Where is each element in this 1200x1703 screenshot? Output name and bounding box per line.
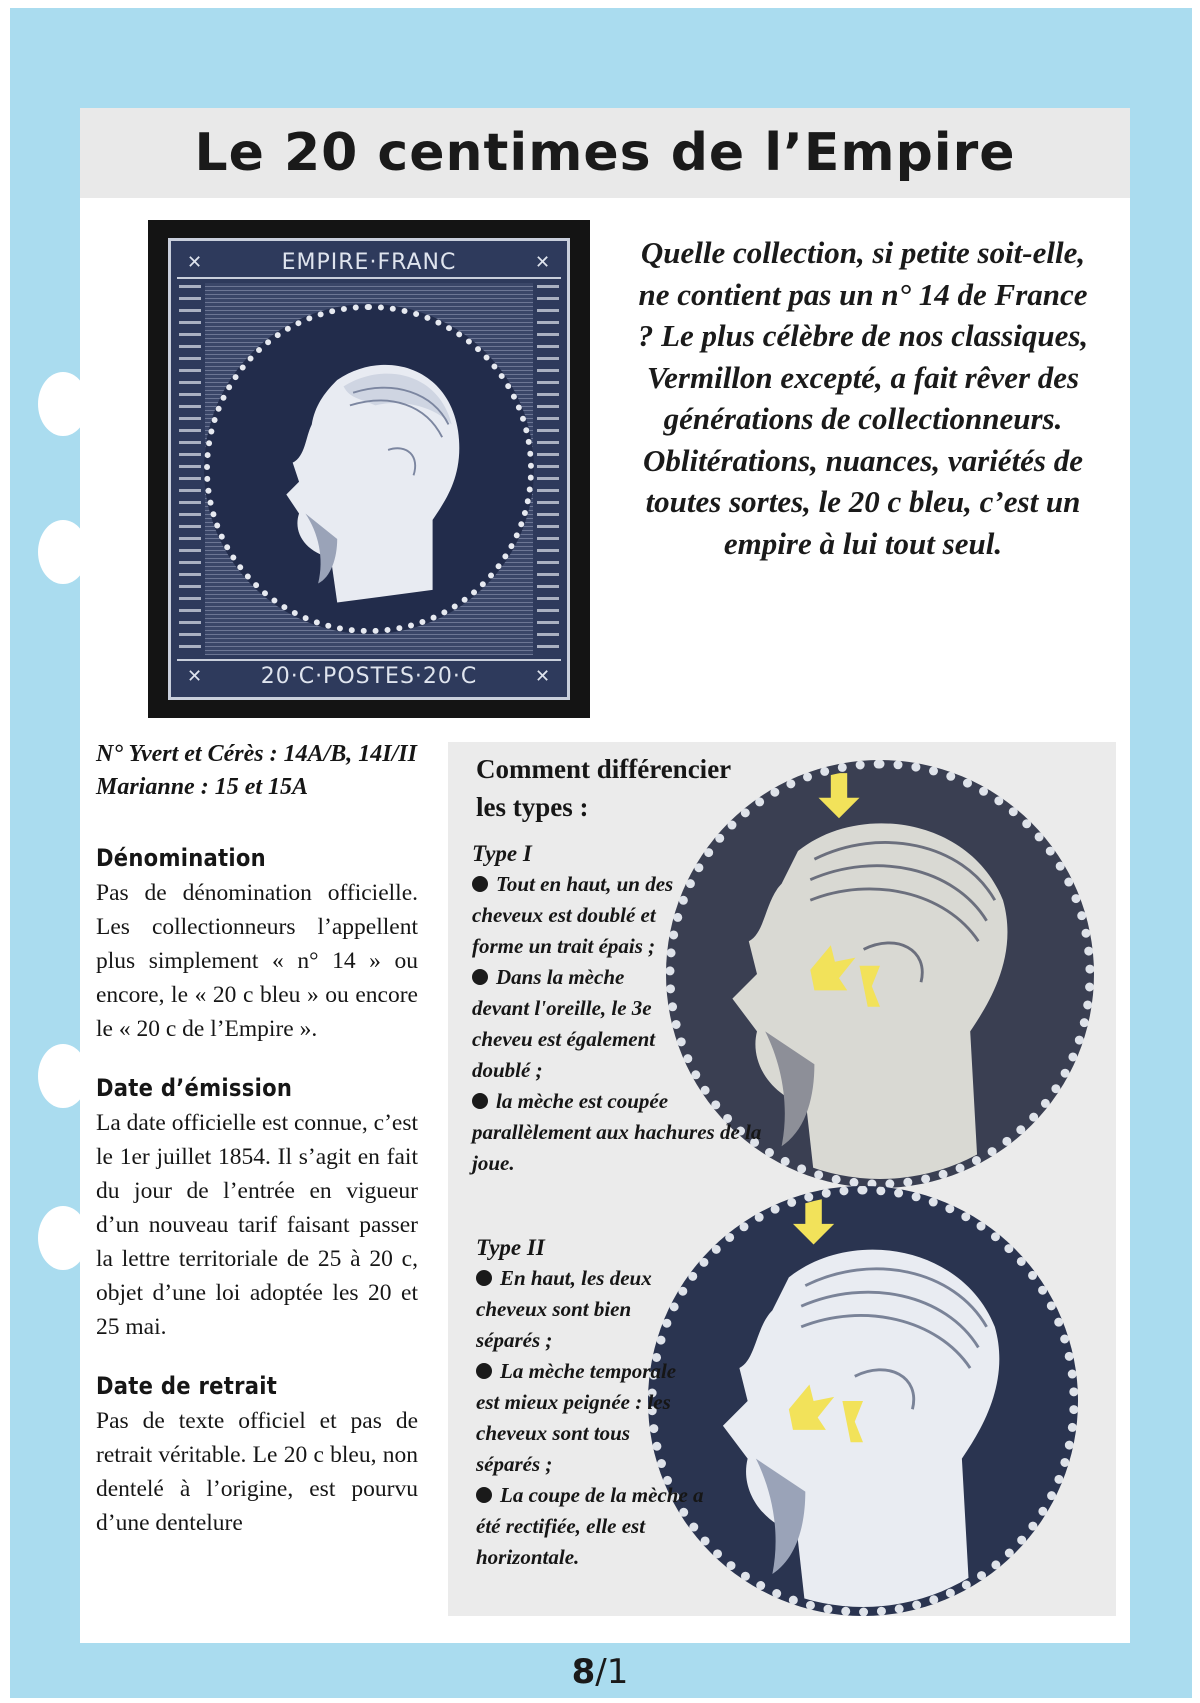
section-body: Pas de texte officiel et pas de retrait véritable. Le 20 c bleu, non dentelé à l’origine, est pourvu d’une dentelure <box>96 1408 418 1536</box>
punch-hole <box>38 1206 88 1270</box>
bullet-text: En haut, les deux cheveux sont bien séparés ; <box>476 1266 652 1352</box>
bullet-text: Dans la mèche devant l'oreille, le 3e cheveu est également doublé ; <box>472 965 656 1082</box>
title-bar <box>80 108 1130 198</box>
page-number-major: 8 <box>571 1652 596 1692</box>
page-title: Le 20 centimes de l’Empire <box>194 123 1016 183</box>
catalog-line: Marianne : 15 et 15A <box>96 774 309 800</box>
bullet-text: Tout en haut, un des cheveux est doublé et forme un trait épais ; <box>472 872 674 958</box>
bullet-icon <box>476 1487 492 1503</box>
list-item <box>472 869 682 962</box>
corner-mark: ✕ <box>534 251 552 273</box>
panel-title <box>476 750 731 826</box>
bullet-icon <box>476 1270 492 1286</box>
stamp-bottom-text: 20·C·POSTES·20·C <box>260 663 478 689</box>
catalog-numbers <box>96 738 418 804</box>
panel-title-line: les types : <box>476 792 589 822</box>
section-heading: Date de retrait <box>96 1372 278 1400</box>
page-number <box>0 1652 1200 1692</box>
bullet-text: la mèche est coupée parallèlement aux hachures de la joue. <box>472 1089 762 1175</box>
stamp-image <box>148 220 590 718</box>
greek-key-border-right <box>537 285 559 653</box>
punch-hole <box>38 520 88 584</box>
type-1-description <box>472 838 762 1179</box>
section-body: La date officielle est connue, c’est le 1er juillet 1854. Il s’agit en fait du jour de l’entrée en vigueur d’un nouveau tarif faisant passer la lettre territoriale de 25 à 20 c, objet d’une loi adoptée les 20 et 25 mai. <box>96 1110 418 1340</box>
stamp-bottom-band <box>177 659 561 691</box>
left-column <box>96 738 418 1568</box>
bullet-icon <box>472 1093 488 1109</box>
bullet-text: La coupe de la mèche a été rectifiée, elle est horizontale. <box>476 1483 704 1569</box>
panel-title-line: Comment différencier <box>476 754 732 784</box>
stamp-top-band <box>177 247 561 279</box>
catalog-line: N° Yvert et Cérès : 14A/B, 14I/II <box>96 741 417 767</box>
stamp-medallion <box>204 304 534 634</box>
section-heading: Dénomination <box>96 844 266 872</box>
type-2-description <box>476 1232 704 1573</box>
corner-mark: ✕ <box>186 665 204 687</box>
page-number-separator: / <box>595 1652 607 1692</box>
types-panel <box>448 742 1116 1616</box>
stamp <box>168 238 570 700</box>
page-number-minor: 1 <box>606 1652 629 1692</box>
section-body: Pas de dénomination officielle. Les collectionneurs l’appellent plus simplement « n° 14 » ou encore, le « 20 c bleu » ou encore le « 20 c de l’Empire ». <box>96 880 418 1042</box>
list-item <box>476 1263 698 1356</box>
list-item <box>472 1086 762 1179</box>
corner-mark: ✕ <box>534 665 552 687</box>
punch-hole <box>38 372 88 436</box>
list-item <box>476 1480 726 1573</box>
intro-text: Quelle collection, si petite soit-elle, ne contient pas un n° 14 de France ? Le plus célèbre de nos classiques, Vermillon excepté, a fait rêver des générations de collectionneurs. Oblitérations, nuances, variétés de toutes sortes, le 20 c bleu, c’est un empire à lui tout seul. <box>637 235 1089 561</box>
punch-hole <box>38 1044 88 1108</box>
bullet-text: La mèche temporale est mieux peignée : les cheveux sont tous séparés ; <box>476 1359 677 1476</box>
bullet-icon <box>472 969 488 985</box>
bullet-icon <box>476 1363 492 1379</box>
type-name: Type II <box>476 1235 545 1260</box>
emperor-profile-icon <box>210 310 528 628</box>
greek-key-border-left <box>179 285 201 653</box>
corner-mark: ✕ <box>186 251 204 273</box>
list-item <box>472 962 682 1086</box>
bullet-icon <box>472 876 488 892</box>
type-name: Type I <box>472 841 532 866</box>
list-item <box>476 1356 698 1480</box>
stamp-top-text: EMPIRE·FRANC <box>281 249 457 275</box>
section-heading: Date d’émission <box>96 1074 293 1102</box>
